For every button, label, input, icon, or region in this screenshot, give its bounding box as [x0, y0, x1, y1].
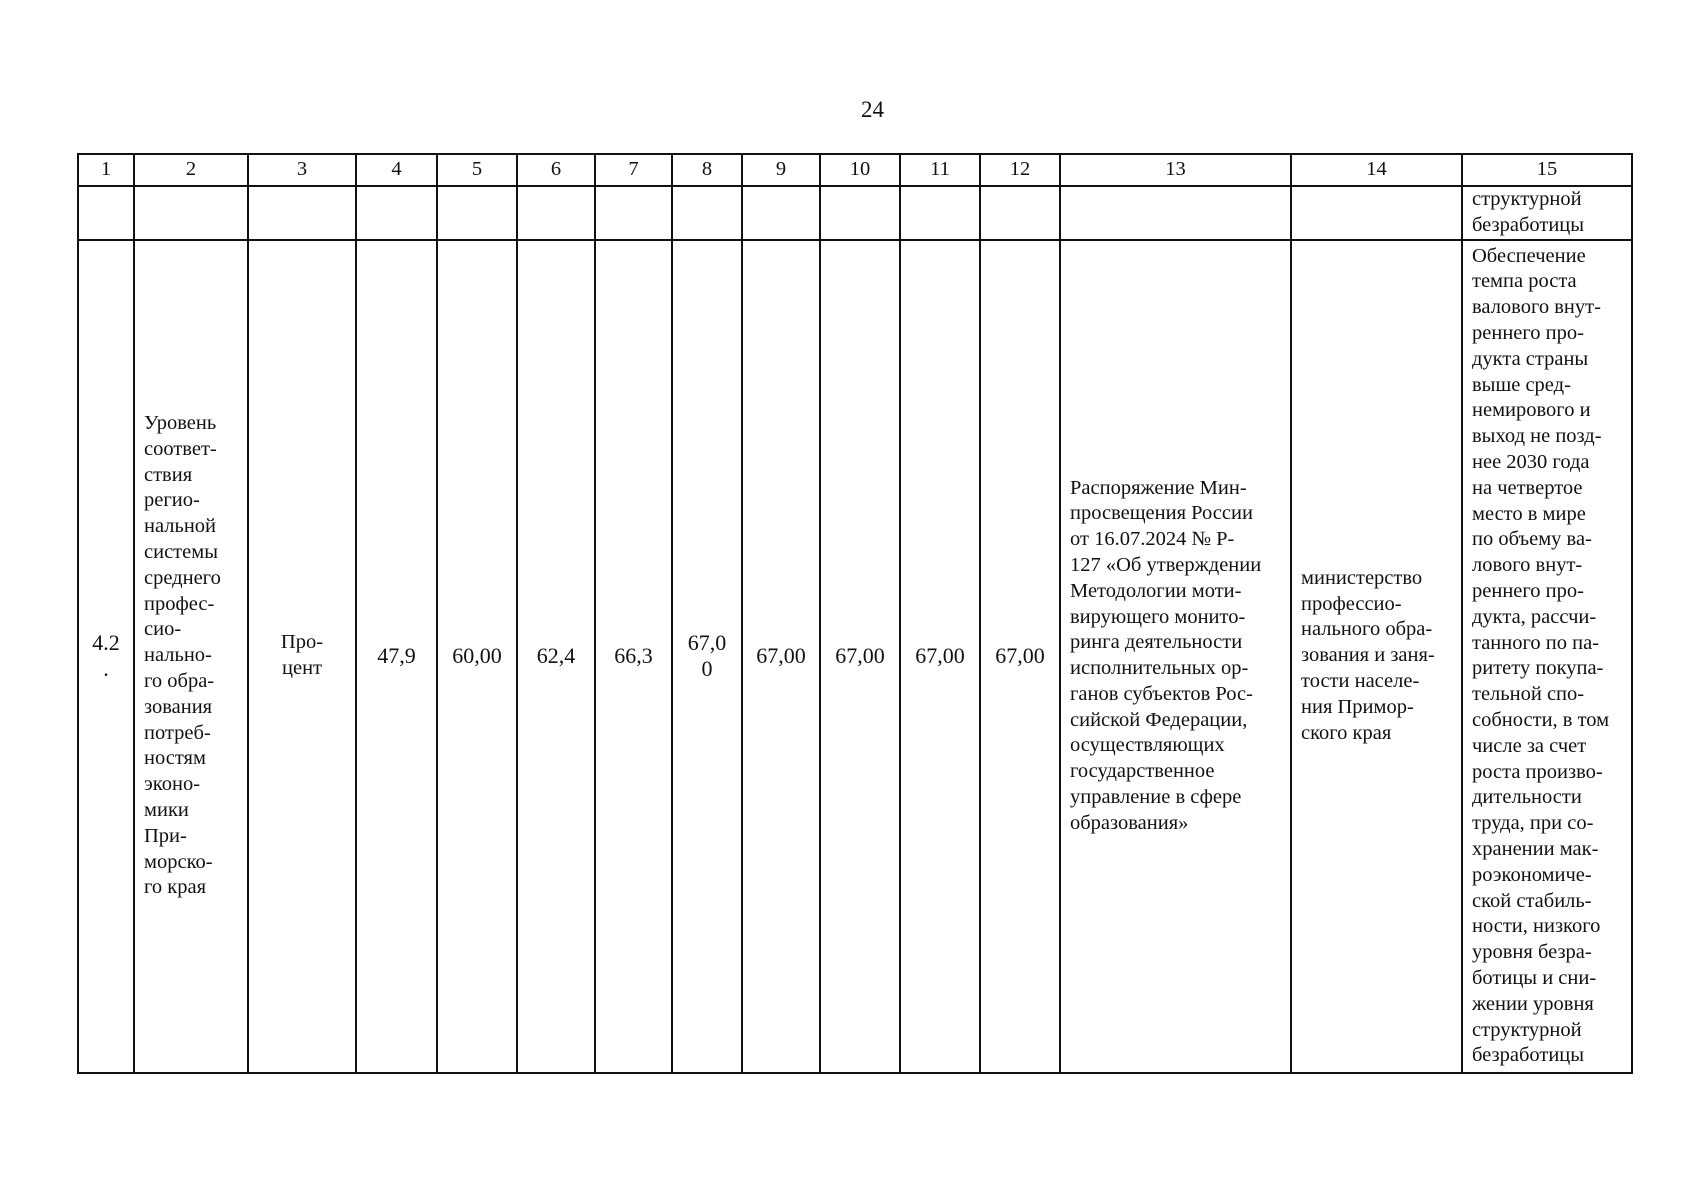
- regulatory-document: Распоряжение Мин- просвещения России от 16.07.2024 № Р- 127 «Об утверждении Методологии моти- вирующего монито- ринга деятельности исполнительных ор- ганов субъектов Рос- сийской Федерации, осуществляющих государственное управление в сфере образования»: [1060, 240, 1291, 1073]
- continuation-cell-9: [742, 186, 820, 240]
- indicator-name: Уровень соответ- ствия регио- нальной системы среднего профес- сио- нально- го обра- зования потреб- ностям эконо- мики При- морско- го края: [134, 240, 248, 1073]
- header-cell-2: 2: [134, 154, 248, 186]
- header-cell-13: 13: [1060, 154, 1291, 186]
- continuation-cell-4: [356, 186, 437, 240]
- page-number: 24: [861, 97, 884, 122]
- header-cell-8: 8: [672, 154, 742, 186]
- value-col-7: 66,3: [595, 240, 672, 1073]
- continuation-cell-10: [820, 186, 900, 240]
- continuation-cell-8: [672, 186, 742, 240]
- continuation-cell-3: [248, 186, 356, 240]
- continuation-cell-6: [517, 186, 595, 240]
- value-col-8: 67,0 0: [672, 240, 742, 1073]
- national-goal-text: Обеспечение темпа роста валового внут- реннего про- дукта страны выше сред- немирового и выход не позд- нее 2030 года на четвертое место в мире по объему ва- лового внут- реннего про- дукта, рассчи- танного по па- ритету покупа- тельной спо- собности, в том числе за счет роста произво- дительности труда, при со- хранении мак- роэкономиче- ской стабиль- ности, низкого уровня безра- ботицы и сни- жении уровня структурной безработицы: [1462, 240, 1632, 1073]
- header-cell-6: 6: [517, 154, 595, 186]
- continuation-cell-7: [595, 186, 672, 240]
- value-col-10: 67,00: [820, 240, 900, 1073]
- header-cell-4: 4: [356, 154, 437, 186]
- continuation-goal-text: структурной безработицы: [1462, 186, 1632, 240]
- continuation-cell-11: [900, 186, 980, 240]
- table-row-4-2: [78, 240, 1632, 1073]
- row-number: 4.2 .: [78, 240, 134, 1073]
- header-cell-11: 11: [900, 154, 980, 186]
- indicators-table: [77, 153, 1633, 1074]
- header-cell-10: 10: [820, 154, 900, 186]
- header-cell-3: 3: [248, 154, 356, 186]
- header-cell-7: 7: [595, 154, 672, 186]
- value-col-5: 60,00: [437, 240, 517, 1073]
- continuation-cell-12: [980, 186, 1060, 240]
- value-col-6: 62,4: [517, 240, 595, 1073]
- header-cell-14: 14: [1291, 154, 1462, 186]
- continuation-row: [78, 186, 1632, 240]
- header-row: [78, 154, 1632, 186]
- value-col-11: 67,00: [900, 240, 980, 1073]
- value-col-12: 67,00: [980, 240, 1060, 1073]
- responsible-authority: министерство профессио- нального обра- зования и заня- тости населе- ния Примор- ского края: [1291, 240, 1462, 1073]
- header-cell-15: 15: [1462, 154, 1632, 186]
- header-cell-5: 5: [437, 154, 517, 186]
- continuation-cell-5: [437, 186, 517, 240]
- unit-of-measure: Про- цент: [248, 240, 356, 1073]
- continuation-cell-14: [1291, 186, 1462, 240]
- value-col-4: 47,9: [356, 240, 437, 1073]
- continuation-cell-1: [78, 186, 134, 240]
- continuation-cell-13: [1060, 186, 1291, 240]
- value-col-9: 67,00: [742, 240, 820, 1073]
- continuation-cell-2: [134, 186, 248, 240]
- header-cell-9: 9: [742, 154, 820, 186]
- header-cell-1: 1: [78, 154, 134, 186]
- header-cell-12: 12: [980, 154, 1060, 186]
